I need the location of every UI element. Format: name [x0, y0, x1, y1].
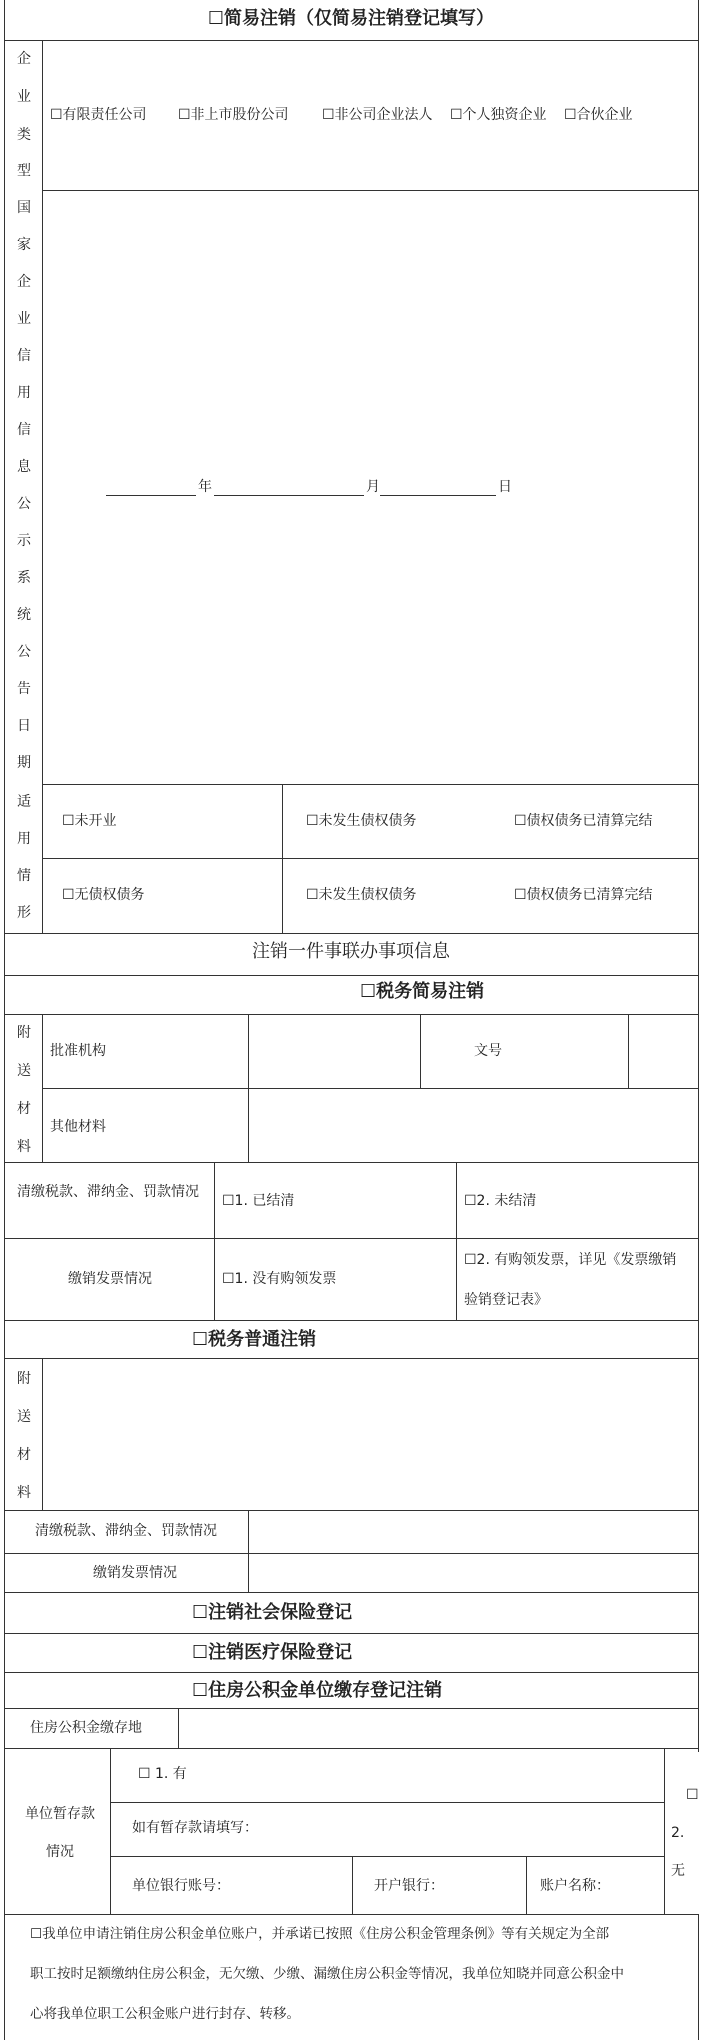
statement-line: 心将我单位职工公积金账户进行封存、转移。	[30, 2006, 300, 2022]
temp-deposit-no-checkbox[interactable]: ☐	[686, 1787, 699, 1803]
temp-deposit-label-2: 情况	[46, 1844, 74, 1860]
rule	[42, 784, 699, 785]
fill-hint-label: 如有暂存款请填写：	[132, 1820, 258, 1836]
label-char: 附	[17, 1371, 31, 1387]
situation-debt-cleared-2[interactable]: ☐债权债务已清算完结	[514, 887, 653, 903]
rule	[4, 975, 699, 976]
label-char: 日	[17, 718, 31, 734]
tax-general-invoice-field[interactable]	[250, 1556, 698, 1590]
label-char: 材	[17, 1447, 31, 1463]
enterprise-type-sole-proprietor[interactable]: ☐个人独资企业	[450, 107, 547, 123]
tax-general-title[interactable]: ☐税务普通注销	[192, 1329, 317, 1350]
label-char: 料	[17, 1485, 31, 1501]
tax-simple-title[interactable]: ☐税务简易注销	[360, 981, 485, 1002]
rule	[110, 1748, 111, 1914]
border-left	[4, 0, 5, 2040]
rule	[282, 784, 283, 933]
tax-general-clear-label: 清缴税款、滞纳金、罚款情况	[35, 1523, 217, 1539]
rule	[110, 1856, 664, 1857]
housing-fund-title[interactable]: ☐住房公积金单位缴存登记注销	[192, 1680, 443, 1701]
rule	[42, 1014, 43, 1162]
doc-no-field[interactable]	[630, 1016, 698, 1088]
tax-general-attach-field[interactable]	[42, 1360, 698, 1510]
temp-deposit-label: 单位暂存款	[25, 1806, 95, 1822]
label-char: 息	[17, 459, 31, 475]
invoice-label: 缴销发票情况	[68, 1271, 152, 1287]
border-right	[698, 0, 699, 1752]
label-char: 信	[17, 348, 31, 364]
label-char: 业	[17, 311, 31, 327]
label-char: 期	[17, 755, 31, 771]
situation-debt-cleared[interactable]: ☐债权债务已清算完结	[514, 813, 653, 829]
statement-line: 职工按时足额缴纳住房公积金，无欠缴、少缴、漏缴住房公积金等情况，我单位知晓并同意公积金中	[30, 1966, 624, 1982]
label-char: 送	[17, 1409, 31, 1425]
rule	[4, 1748, 699, 1749]
label-char: 业	[17, 89, 31, 105]
rule	[4, 1708, 699, 1709]
enterprise-type-llc[interactable]: ☐有限责任公司	[50, 107, 147, 123]
tax-general-clear-field[interactable]	[250, 1512, 698, 1552]
rule	[4, 1672, 699, 1673]
temp-deposit-no-number: 2.	[671, 1825, 685, 1841]
rule	[42, 858, 699, 859]
rule	[42, 1358, 43, 1510]
rule	[214, 1162, 215, 1320]
rule	[4, 1320, 699, 1321]
statement-line: ☐我单位申请注销住房公积金单位账户，并承诺已按照《住房公积金管理条例》等有关规定为全部	[30, 1926, 610, 1942]
label-char: 示	[17, 533, 31, 549]
invoice-has-option-cont: 验销登记表》	[464, 1292, 548, 1308]
temp-deposit-no-text: 无	[671, 1863, 685, 1879]
rule	[248, 1510, 249, 1592]
rule	[4, 1238, 699, 1239]
rule	[4, 1014, 699, 1015]
label-char: 告	[17, 681, 31, 697]
rule	[526, 1856, 527, 1914]
rule	[110, 1802, 664, 1803]
rule	[4, 1510, 699, 1511]
rule	[420, 1014, 421, 1088]
label-char: 情	[17, 868, 31, 884]
deposit-place-field[interactable]	[180, 1710, 698, 1746]
situation-no-debt[interactable]: ☐无债权债务	[62, 887, 145, 903]
bank-name-label: 开户银行：	[374, 1878, 444, 1894]
rule	[4, 933, 699, 934]
deposit-place-label: 住房公积金缴存地	[30, 1720, 142, 1736]
rule	[4, 1553, 699, 1554]
label-char: 企	[17, 274, 31, 290]
label-char: 国	[17, 200, 31, 216]
label-char: 企	[17, 51, 31, 67]
rule	[4, 1358, 699, 1359]
label-char: 用	[17, 831, 31, 847]
account-name-label: 账户名称：	[540, 1878, 610, 1894]
rule	[4, 1592, 699, 1593]
rule	[628, 1014, 629, 1088]
label-char: 型	[17, 163, 31, 179]
rule	[42, 1088, 699, 1089]
rule	[456, 1162, 457, 1320]
month-blank[interactable]	[214, 495, 364, 496]
rule	[248, 1014, 249, 1162]
rule	[352, 1856, 353, 1914]
label-char: 类	[17, 127, 31, 143]
situation-no-debt-occurred-2[interactable]: ☐未发生债权债务	[306, 887, 417, 903]
invoice-none-option[interactable]: ☐1. 没有购领发票	[222, 1271, 337, 1287]
label-char: 公	[17, 496, 31, 512]
label-char: 统	[17, 607, 31, 623]
label-char: 适	[17, 794, 31, 810]
tax-not-cleared-option[interactable]: ☐2. 未结清	[464, 1193, 537, 1209]
label-char: 系	[17, 570, 31, 586]
rule	[664, 1748, 665, 1914]
situation-no-debt-occurred[interactable]: ☐未发生债权债务	[306, 813, 417, 829]
day-blank[interactable]	[380, 495, 496, 496]
label-char: 家	[17, 237, 31, 253]
approval-org-field[interactable]	[250, 1016, 420, 1088]
other-materials-label: 其他材料	[50, 1119, 106, 1135]
label-char: 附	[17, 1025, 31, 1041]
label-char: 形	[17, 905, 31, 921]
other-materials-field[interactable]	[250, 1090, 698, 1162]
invoice-has-option[interactable]: ☐2. 有购领发票，详见《发票缴销	[464, 1252, 677, 1268]
enterprise-type-non-company-legal[interactable]: ☐非公司企业法人	[322, 107, 433, 123]
rule	[4, 1162, 699, 1163]
rule	[4, 1633, 699, 1634]
enterprise-type-partnership[interactable]: ☐合伙企业	[564, 107, 633, 123]
enterprise-type-unlisted-stock[interactable]: ☐非上市股份公司	[178, 107, 289, 123]
year-blank[interactable]	[106, 495, 196, 496]
rule	[178, 1708, 179, 1748]
approval-org-label: 批准机构	[50, 1043, 106, 1059]
year-label: 年	[198, 479, 212, 495]
label-char: 公	[17, 644, 31, 660]
medical-insurance-title[interactable]: ☐注销医疗保险登记	[192, 1642, 353, 1663]
rule	[4, 1914, 699, 1915]
rule	[42, 40, 43, 933]
rule	[4, 40, 699, 41]
simple-cancel-title[interactable]: ☐简易注销（仅简易注销登记填写）	[207, 8, 495, 29]
bank-account-label: 单位银行账号：	[132, 1878, 230, 1894]
day-label: 日	[498, 479, 512, 495]
situation-not-opened[interactable]: ☐未开业	[62, 813, 117, 829]
temp-deposit-yes-option[interactable]: ☐ 1. 有	[138, 1766, 187, 1782]
label-char: 料	[17, 1139, 31, 1155]
month-label: 月	[366, 479, 380, 495]
tax-cleared-option[interactable]: ☐1. 已结清	[222, 1193, 295, 1209]
rule	[42, 190, 699, 191]
border-right-lower	[698, 1914, 699, 2040]
social-insurance-title[interactable]: ☐注销社会保险登记	[192, 1602, 353, 1623]
tax-general-invoice-label: 缴销发票情况	[93, 1565, 177, 1581]
label-char: 材	[17, 1101, 31, 1117]
label-char: 信	[17, 422, 31, 438]
label-char: 用	[17, 385, 31, 401]
linked-items-title: 注销一件事联办事项信息	[252, 941, 450, 962]
label-char: 送	[17, 1063, 31, 1079]
tax-clear-label: 清缴税款、滞纳金、罚款情况	[17, 1184, 199, 1200]
doc-no-label: 文号	[474, 1043, 502, 1059]
